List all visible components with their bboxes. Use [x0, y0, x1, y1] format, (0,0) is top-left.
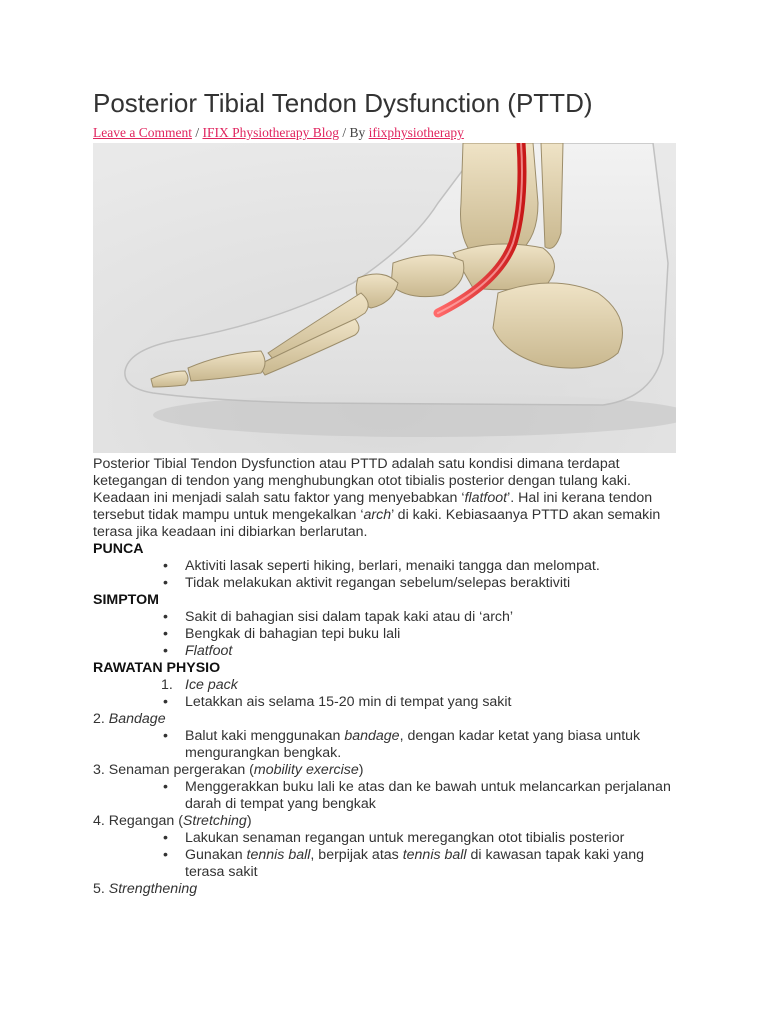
treatment-step-3: 3. Senaman pergerakan (mobility exercise) [93, 762, 364, 778]
treatment-step-5: 5. Strengthening [93, 881, 198, 897]
list-item: • Balut kaki menggunakan bandage, dengan kadar ketat yang biasa untuk mengurangkan bengkak. [163, 728, 641, 761]
list-item: • Tidak melakukan aktivit regangan sebelum/selepas beraktiviti [163, 575, 571, 591]
list-item: • Lakukan senaman regangan untuk meregangkan otot tibialis posterior [163, 830, 625, 846]
section-heading-punca: PUNCA [93, 541, 144, 557]
foot-anatomy-image [93, 143, 676, 453]
list-item: • Gunakan tennis ball, berpijak atas tennis ball di kawasan tapak kaki yang terasa sakit [163, 847, 645, 880]
treatment-step-4: 4. Regangan (Stretching) [93, 813, 252, 829]
list-item: • Menggerakkan buku lali ke atas dan ke bawah untuk melancarkan perjalanan darah di tempat yang bengkak [163, 779, 671, 812]
author-link[interactable]: ifixphysiotherapy [368, 125, 464, 140]
section-heading-rawatan: RAWATAN PHYSIO [93, 660, 221, 676]
list-item: • Bengkak di bahagian tepi buku lali [163, 626, 401, 642]
intro-paragraph: Posterior Tibial Tendon Dysfunction atau PTTD adalah satu kondisi dimana terdapat ketegangan di tendon yang menghubungkan otot tibialis posterior dengan tulang kaki. Keadaan ini menjadi salah satu faktor yang menyebabkan ‘flatfoot’. Hal ini kerana tendon tersebut tidak mampu untuk mengekalkan ‘arch’ di kaki. Kebiasaanya PTTD akan semakin terasa jika keadaan ini dibiarkan berlarutan. [93, 456, 661, 540]
category-link[interactable]: IFIX Physiotherapy Blog [202, 125, 339, 140]
section-heading-simptom: SIMPTOM [93, 592, 159, 608]
article [93, 88, 683, 898]
leave-comment-link[interactable]: Leave a Comment [93, 125, 192, 140]
list-item: • Aktiviti lasak seperti hiking, berlari, menaiki tangga dan melompat. [163, 558, 600, 574]
list-item: • Sakit di bahagian sisi dalam tapak kaki atau di ‘arch’ [163, 609, 514, 625]
page-title: Posterior Tibial Tendon Dysfunction (PTTD) [93, 88, 593, 118]
treatment-step-2: 2. Bandage [93, 711, 166, 727]
treatment-step-1: 1. Ice pack [161, 677, 238, 693]
punca-list [93, 558, 683, 592]
list-item: • Flatfoot [163, 643, 233, 659]
post-meta: Leave a Comment / IFIX Physiotherapy Blog / By ifixphysiotherapy [93, 125, 464, 140]
foot-illustration [93, 143, 676, 453]
simptom-list [93, 609, 683, 660]
list-item: • Letakkan ais selama 15-20 min di tempat yang sakit [163, 694, 512, 710]
